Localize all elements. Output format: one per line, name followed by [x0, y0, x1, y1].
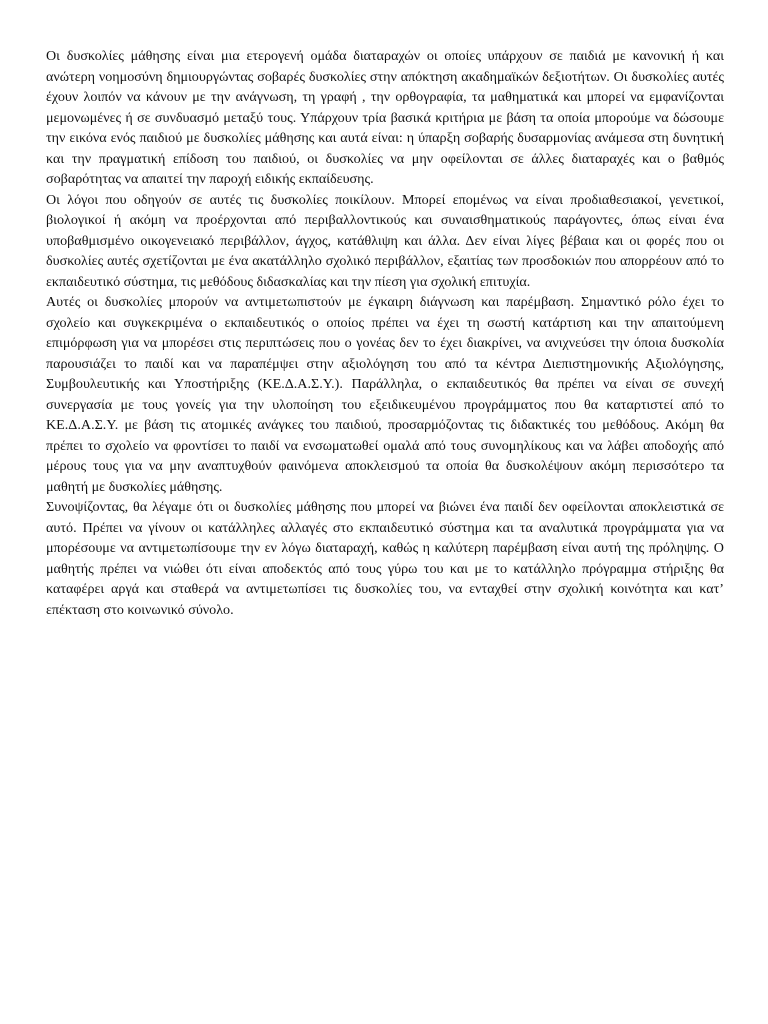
paragraph-intervention: Αυτές οι δυσκολίες μπορούν να αντιμετωπιστούν με έγκαιρη διάγνωση και παρέμβαση. Σημαντικό ρόλο έχει το σχολείο και συγκεκριμένα ο εκπαιδευτικός ο οποίος πρέπει να έχει τη σωστή κατάρτιση και την απαιτούμενη επιμόρφωση για να μπορέσει στις περιπτώσεις που ο γονέας δεν το έχει διακρίνει, να ανιχνεύσει την όποια δυσκολία παρουσιάζει το παιδί και να παραπέμψει στην αξιολόγηση του από τα κέντρα Διεπιστημονικής Αξιολόγησης, Συμβουλευτικής και Υποστήριξης (ΚΕ.Δ.Α.Σ.Υ.). Παράλληλα, ο εκπαιδευτικός θα πρέπει να είναι σε συνεχή συνεργασία με τους γονείς για την υλοποίηση του εξειδικευμένου προγράμματος που θα καταρτιστεί από το ΚΕ.Δ.Α.Σ.Υ. με βάση τις ατομικές ανάγκες του παιδιού, προσαρμόζοντας τις διδακτικές του μεθόδους. Ακόμη θα πρέπει το σχολείο να φροντίσει το παιδί να ενσωματωθεί ομαλά από τους συνομηλίκους και να λάβει αποδοχής από μέρους τους για να μην αναπτυχθούν φαινόμενα αποκλεισμού τα οποία θα δυσκολέψουν ακόμη περισσότερο τα μαθητή με δυσκολίες μάθησης.	[46, 294, 724, 495]
paragraph-causes: Οι λόγοι που οδηγούν σε αυτές τις δυσκολίες ποικίλουν. Μπορεί επομένως να είναι προδιαθεσιακοί, γενετικοί, βιολογικοί ή ακόμη να προέρχονται από περιβαλλοντικούς και συναισθηματικούς παράγοντες, όπως είναι ένα υποβαθμισμένο οικογενειακό περιβάλλον, άγχος, κατάθλιψη και άλλα. Δεν είναι λίγες βέβαια και οι φορές που οι δυσκολίες αυτές σχετίζονται με ένα ακατάλληλο σχολικό περιβάλλον, εξαιτίας των προσδοκιών που απορρέουν από το εκπαιδευτικό σύστημα, τις μεθόδους διδασκαλίας και την πίεση για σχολική επιτυχία.	[46, 191, 724, 290]
paragraph-conclusion: Συνοψίζοντας, θα λέγαμε ότι οι δυσκολίες μάθησης που μπορεί να βιώνει ένα παιδί δεν οφείλονται αποκλειστικά σε αυτό. Πρέπει να γίνουν οι κατάλληλες αλλαγές στο εκπαιδευτικό σύστημα και τα αναλυτικά προγράμματα για να μπορέσουμε να αντιμετωπίσουμε την εν λόγω διαταραχή, καθώς η καλύτερη παρέμβαση είναι αυτή της πρόληψης. Ο μαθητής πρέπει να νιώθει ότι είναι αποδεκτός από τους γύρω του και με το κατάλληλο πρόγραμμα στήριξης θα καταφέρει αργά και σταθερά να αντιμετωπίσει τις δυσκολίες του, να ενταχθεί στην σχολική κοινότητα και κατ’ επέκταση στο κοινωνικό σύνολο.	[46, 499, 724, 618]
document-body	[46, 46, 724, 620]
paragraph-definition: Οι δυσκολίες μάθησης είναι μια ετερογενή ομάδα διαταραχών οι οποίες υπάρχουν σε παιδιά με κανονική ή και ανώτερη νοημοσύνη δημιουργώντας σοβαρές δυσκολίες στην απόκτηση ακαδημαϊκών δεξιοτήτων. Οι δυσκολίες αυτές έχουν λοιπόν να κάνουν με την ανάγνωση, τη γραφή , την ορθογραφία, τα μαθηματικά και μπορεί να εμφανίζονται μεμονωμένες ή σε συνδυασμό μεταξύ τους. Υπάρχουν τρία βασικά κριτήρια με βάση τα οποία μπορούμε να δώσουμε την εικόνα ενός παιδιού με δυσκολίες μάθησης και αυτά είναι: η ύπαρξη σοβαρής δυσαρμονίας ανάμεσα στη δυνητική και την πραγματική επίδοση του παιδιού, οι δυσκολίες να μην οφείλονται σε άλλες διαταραχές και ο βαθμός σοβαρότητας να απαιτεί την παροχή ειδικής εκπαίδευσης.	[46, 48, 724, 187]
